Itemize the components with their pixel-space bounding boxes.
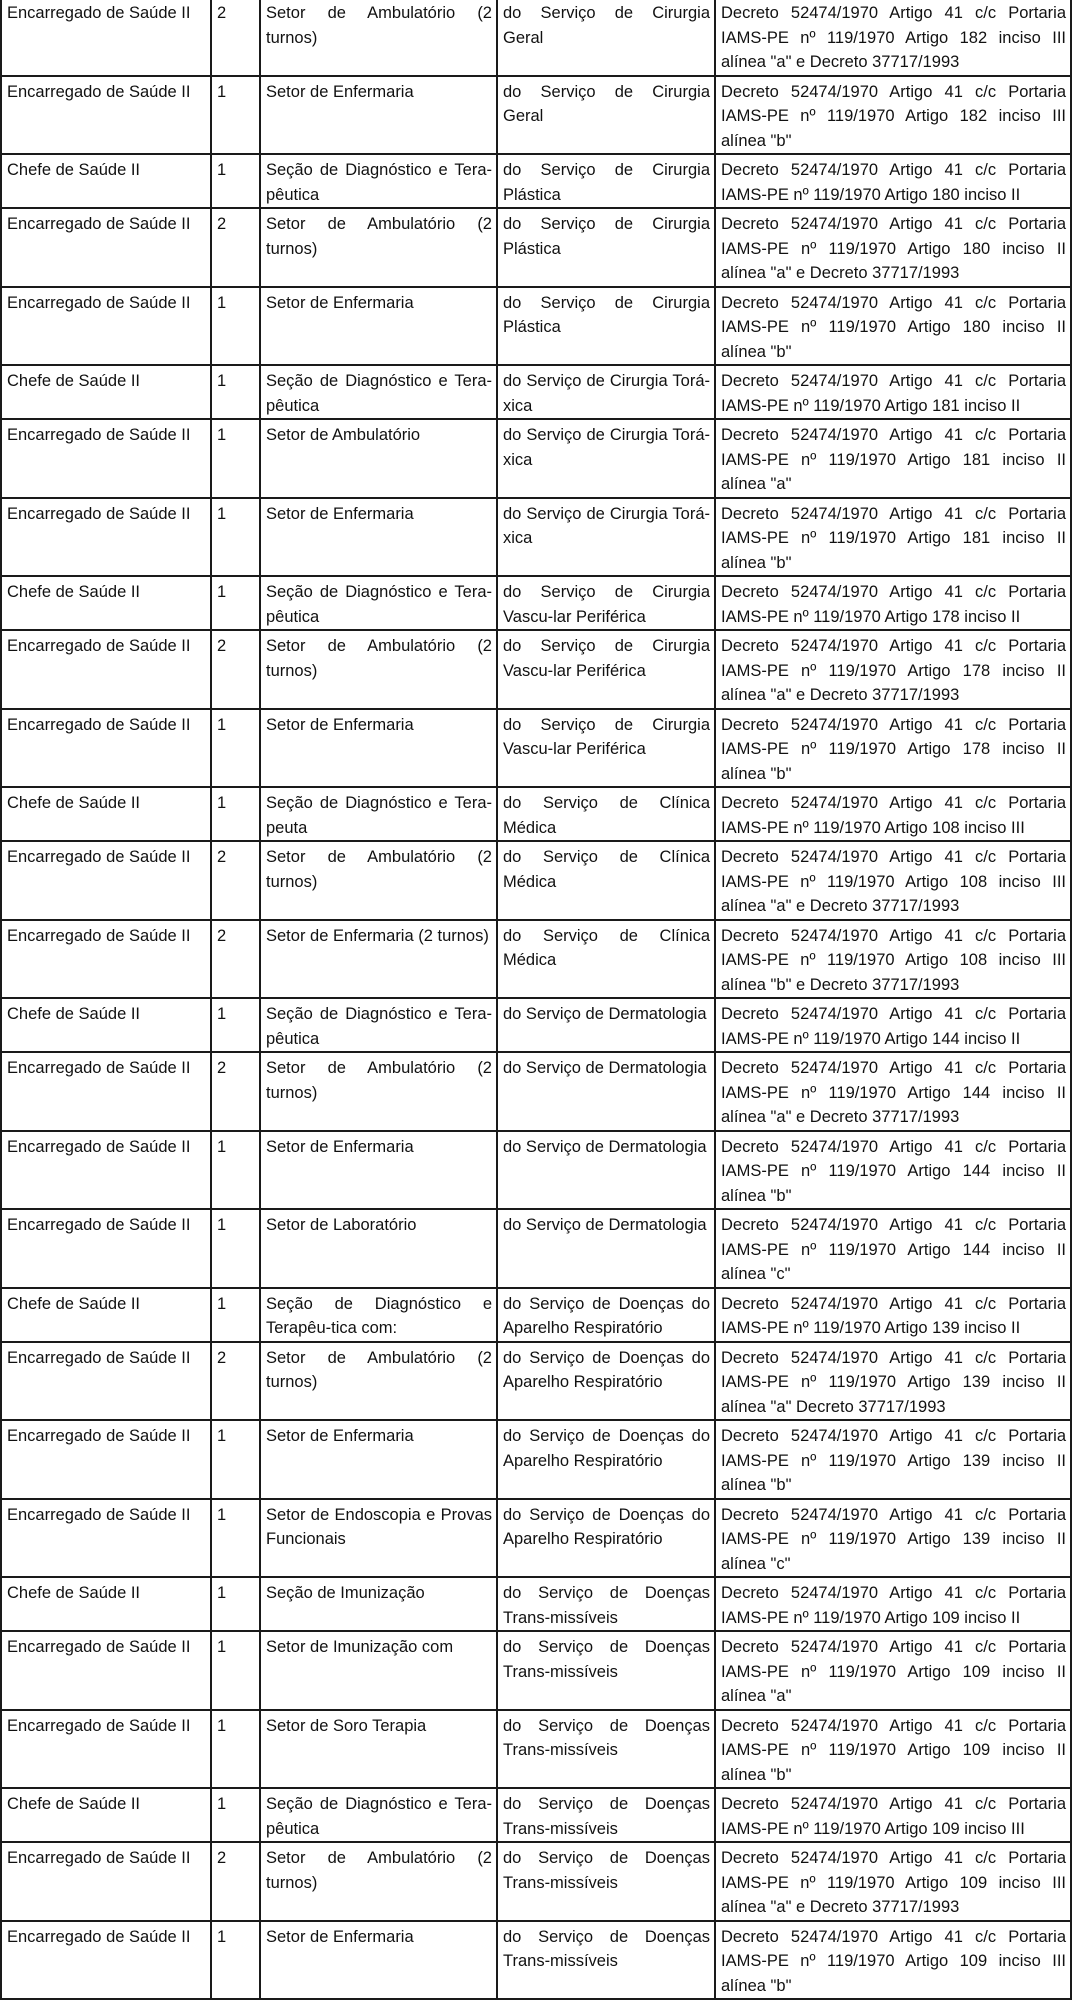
cell-unidade: Seção de Diagnóstico e Terapêu-tica com:: [260, 1288, 497, 1342]
cell-servico: do Serviço de Doenças Trans-missíveis: [497, 1788, 715, 1842]
cell-servico: do Serviço de Cirurgia Vascu-lar Periférica: [497, 630, 715, 709]
cell-quantidade: 2: [211, 1342, 260, 1421]
cell-unidade: Setor de Enfermaria: [260, 498, 497, 577]
cell-unidade: Setor de Ambulatório (2 turnos): [260, 1842, 497, 1921]
cell-quantidade: 1: [211, 787, 260, 841]
table-row: [1, 498, 1071, 577]
cell-servico: do Serviço de Cirurgia Geral: [497, 76, 715, 155]
table-row: [1, 1131, 1071, 1210]
cell-base-legal: Decreto 52474/1970 Artigo 41 c/c Portaria IAMS-PE nº 119/1970 Artigo 109 inciso II alínea "a": [715, 1631, 1071, 1710]
table-row: [1, 76, 1071, 155]
table-row: [1, 1288, 1071, 1342]
cell-quantidade: 1: [211, 1420, 260, 1499]
cell-unidade: Setor de Enfermaria: [260, 1420, 497, 1499]
cell-servico: do Serviço de Cirurgia Plástica: [497, 287, 715, 366]
cell-cargo: Encarregado de Saúde II: [1, 208, 211, 287]
cell-servico: do Serviço de Doenças Trans-missíveis: [497, 1577, 715, 1631]
cell-cargo: Encarregado de Saúde II: [1, 1342, 211, 1421]
table-row: [1, 0, 1071, 76]
cell-cargo: Chefe de Saúde II: [1, 154, 211, 208]
cell-quantidade: 1: [211, 154, 260, 208]
table-row: [1, 1921, 1071, 2000]
cell-unidade: Seção de Diagnóstico e Tera-pêutica: [260, 154, 497, 208]
cell-unidade: Setor de Soro Terapia: [260, 1710, 497, 1789]
cell-cargo: Encarregado de Saúde II: [1, 1710, 211, 1789]
cell-quantidade: 1: [211, 76, 260, 155]
cell-quantidade: 1: [211, 709, 260, 788]
table-row: [1, 841, 1071, 920]
cell-quantidade: 1: [211, 365, 260, 419]
cell-cargo: Encarregado de Saúde II: [1, 498, 211, 577]
cell-servico: do Serviço de Doenças Trans-missíveis: [497, 1710, 715, 1789]
cell-cargo: Encarregado de Saúde II: [1, 1499, 211, 1578]
cell-quantidade: 1: [211, 1499, 260, 1578]
cell-unidade: Seção de Imunização: [260, 1577, 497, 1631]
cell-servico: do Serviço de Doenças do Aparelho Respiratório: [497, 1342, 715, 1421]
cell-base-legal: Decreto 52474/1970 Artigo 41 c/c Portaria IAMS-PE nº 119/1970 Artigo 180 inciso II alínea "a" e Decreto 37717/1993: [715, 208, 1071, 287]
cell-servico: do Serviço de Clínica Médica: [497, 787, 715, 841]
cell-unidade: Setor de Ambulatório (2 turnos): [260, 208, 497, 287]
table-row: [1, 1420, 1071, 1499]
cell-servico: do Serviço de Cirurgia Vascu-lar Periférica: [497, 576, 715, 630]
cell-quantidade: 1: [211, 576, 260, 630]
table-row: [1, 1710, 1071, 1789]
cell-base-legal: Decreto 52474/1970 Artigo 41 c/c Portaria IAMS-PE nº 119/1970 Artigo 139 inciso II alínea "c": [715, 1499, 1071, 1578]
table-row: [1, 709, 1071, 788]
cell-cargo: Encarregado de Saúde II: [1, 920, 211, 999]
cell-unidade: Seção de Diagnóstico e Tera-pêutica: [260, 365, 497, 419]
table-row: [1, 998, 1071, 1052]
table-row: [1, 920, 1071, 999]
cell-base-legal: Decreto 52474/1970 Artigo 41 c/c Portaria IAMS-PE nº 119/1970 Artigo 182 inciso III alínea "b": [715, 76, 1071, 155]
cell-cargo: Chefe de Saúde II: [1, 1788, 211, 1842]
cell-servico: do Serviço de Dermatologia: [497, 998, 715, 1052]
cell-base-legal: Decreto 52474/1970 Artigo 41 c/c Portaria IAMS-PE nº 119/1970 Artigo 182 inciso III alínea "a" e Decreto 37717/1993: [715, 0, 1071, 76]
table-row: [1, 365, 1071, 419]
table-row: [1, 1842, 1071, 1921]
cell-base-legal: Decreto 52474/1970 Artigo 41 c/c Portaria IAMS-PE nº 119/1970 Artigo 108 inciso III: [715, 787, 1071, 841]
table-row: [1, 1052, 1071, 1131]
table-row: [1, 576, 1071, 630]
cell-cargo: Chefe de Saúde II: [1, 576, 211, 630]
cell-base-legal: Decreto 52474/1970 Artigo 41 c/c Portaria IAMS-PE nº 119/1970 Artigo 109 inciso III: [715, 1788, 1071, 1842]
cell-servico: do Serviço de Cirurgia Vascu-lar Periférica: [497, 709, 715, 788]
cell-unidade: Setor de Enfermaria: [260, 1921, 497, 2000]
cell-quantidade: 2: [211, 630, 260, 709]
cell-unidade: Setor de Enfermaria: [260, 1131, 497, 1210]
cell-servico: do Serviço de Cirurgia Torá-xica: [497, 365, 715, 419]
cell-unidade: Seção de Diagnóstico e Tera-pêutica: [260, 998, 497, 1052]
cell-cargo: Encarregado de Saúde II: [1, 1052, 211, 1131]
cell-quantidade: 2: [211, 0, 260, 76]
cell-base-legal: Decreto 52474/1970 Artigo 41 c/c Portaria IAMS-PE nº 119/1970 Artigo 108 inciso III alínea "b" e Decreto 37717/1993: [715, 920, 1071, 999]
cell-quantidade: 2: [211, 1052, 260, 1131]
cell-unidade: Seção de Diagnóstico e Tera-pêutica: [260, 576, 497, 630]
cell-cargo: Encarregado de Saúde II: [1, 419, 211, 498]
cell-base-legal: Decreto 52474/1970 Artigo 41 c/c Portaria IAMS-PE nº 119/1970 Artigo 139 inciso II alínea "b": [715, 1420, 1071, 1499]
cell-unidade: Setor de Laboratório: [260, 1209, 497, 1288]
cell-base-legal: Decreto 52474/1970 Artigo 41 c/c Portaria IAMS-PE nº 119/1970 Artigo 139 inciso II: [715, 1288, 1071, 1342]
cell-cargo: Encarregado de Saúde II: [1, 1420, 211, 1499]
positions-table-body: [1, 0, 1071, 1999]
cell-quantidade: 1: [211, 498, 260, 577]
table-row: [1, 287, 1071, 366]
cell-base-legal: Decreto 52474/1970 Artigo 41 c/c Portaria IAMS-PE nº 119/1970 Artigo 139 inciso II alínea "a" Decreto 37717/1993: [715, 1342, 1071, 1421]
cell-servico: do Serviço de Doenças do Aparelho Respiratório: [497, 1499, 715, 1578]
cell-cargo: Encarregado de Saúde II: [1, 1631, 211, 1710]
cell-unidade: Seção de Diagnóstico e Tera-pêutica: [260, 1788, 497, 1842]
cell-cargo: Chefe de Saúde II: [1, 787, 211, 841]
cell-servico: do Serviço de Doenças do Aparelho Respiratório: [497, 1420, 715, 1499]
cell-servico: do Serviço de Doenças Trans-missíveis: [497, 1921, 715, 2000]
cell-servico: do Serviço de Cirurgia Torá-xica: [497, 498, 715, 577]
cell-quantidade: 1: [211, 998, 260, 1052]
cell-quantidade: 1: [211, 419, 260, 498]
cell-base-legal: Decreto 52474/1970 Artigo 41 c/c Portaria IAMS-PE nº 119/1970 Artigo 109 inciso II alínea "b": [715, 1710, 1071, 1789]
cell-unidade: Setor de Ambulatório (2 turnos): [260, 630, 497, 709]
cell-unidade: Setor de Enfermaria: [260, 287, 497, 366]
cell-base-legal: Decreto 52474/1970 Artigo 41 c/c Portaria IAMS-PE nº 119/1970 Artigo 181 inciso II alínea "a": [715, 419, 1071, 498]
cell-base-legal: Decreto 52474/1970 Artigo 41 c/c Portaria IAMS-PE nº 119/1970 Artigo 178 inciso II: [715, 576, 1071, 630]
cell-cargo: Encarregado de Saúde II: [1, 709, 211, 788]
cell-quantidade: 1: [211, 1209, 260, 1288]
cell-unidade: Setor de Ambulatório (2 turnos): [260, 0, 497, 76]
table-row: [1, 1631, 1071, 1710]
table-row: [1, 1209, 1071, 1288]
cell-unidade: Seção de Diagnóstico e Tera-peuta: [260, 787, 497, 841]
cell-cargo: Encarregado de Saúde II: [1, 1131, 211, 1210]
cell-unidade: Setor de Ambulatório (2 turnos): [260, 1342, 497, 1421]
cell-cargo: Chefe de Saúde II: [1, 1288, 211, 1342]
cell-unidade: Setor de Imunização com: [260, 1631, 497, 1710]
cell-quantidade: 1: [211, 1577, 260, 1631]
cell-cargo: Encarregado de Saúde II: [1, 841, 211, 920]
cell-cargo: Encarregado de Saúde II: [1, 1921, 211, 2000]
cell-quantidade: 1: [211, 1710, 260, 1789]
cell-cargo: Chefe de Saúde II: [1, 365, 211, 419]
cell-base-legal: Decreto 52474/1970 Artigo 41 c/c Portaria IAMS-PE nº 119/1970 Artigo 109 inciso III alínea "b": [715, 1921, 1071, 2000]
cell-servico: do Serviço de Cirurgia Plástica: [497, 208, 715, 287]
cell-base-legal: Decreto 52474/1970 Artigo 41 c/c Portaria IAMS-PE nº 119/1970 Artigo 144 inciso II alínea "b": [715, 1131, 1071, 1210]
cell-base-legal: Decreto 52474/1970 Artigo 41 c/c Portaria IAMS-PE nº 119/1970 Artigo 108 inciso III alínea "a" e Decreto 37717/1993: [715, 841, 1071, 920]
cell-servico: do Serviço de Cirurgia Torá-xica: [497, 419, 715, 498]
table-row: [1, 1788, 1071, 1842]
cell-servico: do Serviço de Dermatologia: [497, 1052, 715, 1131]
cell-unidade: Setor de Enfermaria: [260, 76, 497, 155]
table-row: [1, 630, 1071, 709]
cell-quantidade: 2: [211, 841, 260, 920]
cell-cargo: Encarregado de Saúde II: [1, 1842, 211, 1921]
cell-cargo: Encarregado de Saúde II: [1, 0, 211, 76]
cell-base-legal: Decreto 52474/1970 Artigo 41 c/c Portaria IAMS-PE nº 119/1970 Artigo 144 inciso II alínea "c": [715, 1209, 1071, 1288]
cell-cargo: Chefe de Saúde II: [1, 998, 211, 1052]
table-row: [1, 154, 1071, 208]
table-row: [1, 1577, 1071, 1631]
cell-base-legal: Decreto 52474/1970 Artigo 41 c/c Portaria IAMS-PE nº 119/1970 Artigo 181 inciso II alínea "b": [715, 498, 1071, 577]
cell-base-legal: Decreto 52474/1970 Artigo 41 c/c Portaria IAMS-PE nº 119/1970 Artigo 180 inciso II: [715, 154, 1071, 208]
cell-servico: do Serviço de Clínica Médica: [497, 920, 715, 999]
table-row: [1, 787, 1071, 841]
cell-servico: do Serviço de Doenças do Aparelho Respiratório: [497, 1288, 715, 1342]
cell-cargo: Encarregado de Saúde II: [1, 287, 211, 366]
table-row: [1, 208, 1071, 287]
cell-base-legal: Decreto 52474/1970 Artigo 41 c/c Portaria IAMS-PE nº 119/1970 Artigo 178 inciso II alínea "a" e Decreto 37717/1993: [715, 630, 1071, 709]
cell-quantidade: 2: [211, 1842, 260, 1921]
cell-base-legal: Decreto 52474/1970 Artigo 41 c/c Portaria IAMS-PE nº 119/1970 Artigo 109 inciso II: [715, 1577, 1071, 1631]
cell-quantidade: 1: [211, 1788, 260, 1842]
cell-quantidade: 2: [211, 208, 260, 287]
table-row: [1, 1342, 1071, 1421]
cell-cargo: Encarregado de Saúde II: [1, 1209, 211, 1288]
cell-servico: do Serviço de Cirurgia Plástica: [497, 154, 715, 208]
cell-quantidade: 1: [211, 287, 260, 366]
cell-quantidade: 1: [211, 1921, 260, 2000]
cell-base-legal: Decreto 52474/1970 Artigo 41 c/c Portaria IAMS-PE nº 119/1970 Artigo 181 inciso II: [715, 365, 1071, 419]
cell-unidade: Setor de Endoscopia e Provas Funcionais: [260, 1499, 497, 1578]
cell-servico: do Serviço de Cirurgia Geral: [497, 0, 715, 76]
cell-unidade: Setor de Ambulatório: [260, 419, 497, 498]
cell-cargo: Chefe de Saúde II: [1, 1577, 211, 1631]
cell-cargo: Encarregado de Saúde II: [1, 76, 211, 155]
cell-servico: do Serviço de Clínica Médica: [497, 841, 715, 920]
cell-quantidade: 1: [211, 1131, 260, 1210]
cell-servico: do Serviço de Doenças Trans-missíveis: [497, 1631, 715, 1710]
cell-base-legal: Decreto 52474/1970 Artigo 41 c/c Portaria IAMS-PE nº 119/1970 Artigo 178 inciso II alínea "b": [715, 709, 1071, 788]
cell-servico: do Serviço de Doenças Trans-missíveis: [497, 1842, 715, 1921]
cell-quantidade: 1: [211, 1631, 260, 1710]
cell-quantidade: 1: [211, 1288, 260, 1342]
cell-base-legal: Decreto 52474/1970 Artigo 41 c/c Portaria IAMS-PE nº 119/1970 Artigo 180 inciso II alínea "b": [715, 287, 1071, 366]
cell-unidade: Setor de Ambulatório (2 turnos): [260, 841, 497, 920]
cell-servico: do Serviço de Dermatologia: [497, 1131, 715, 1210]
cell-base-legal: Decreto 52474/1970 Artigo 41 c/c Portaria IAMS-PE nº 119/1970 Artigo 109 inciso III alínea "a" e Decreto 37717/1993: [715, 1842, 1071, 1921]
cell-base-legal: Decreto 52474/1970 Artigo 41 c/c Portaria IAMS-PE nº 119/1970 Artigo 144 inciso II: [715, 998, 1071, 1052]
cell-base-legal: Decreto 52474/1970 Artigo 41 c/c Portaria IAMS-PE nº 119/1970 Artigo 144 inciso II alínea "a" e Decreto 37717/1993: [715, 1052, 1071, 1131]
cell-unidade: Setor de Enfermaria (2 turnos): [260, 920, 497, 999]
cell-unidade: Setor de Ambulatório (2 turnos): [260, 1052, 497, 1131]
cell-cargo: Encarregado de Saúde II: [1, 630, 211, 709]
cell-unidade: Setor de Enfermaria: [260, 709, 497, 788]
cell-quantidade: 2: [211, 920, 260, 999]
table-row: [1, 1499, 1071, 1578]
cell-servico: do Serviço de Dermatologia: [497, 1209, 715, 1288]
table-row: [1, 419, 1071, 498]
